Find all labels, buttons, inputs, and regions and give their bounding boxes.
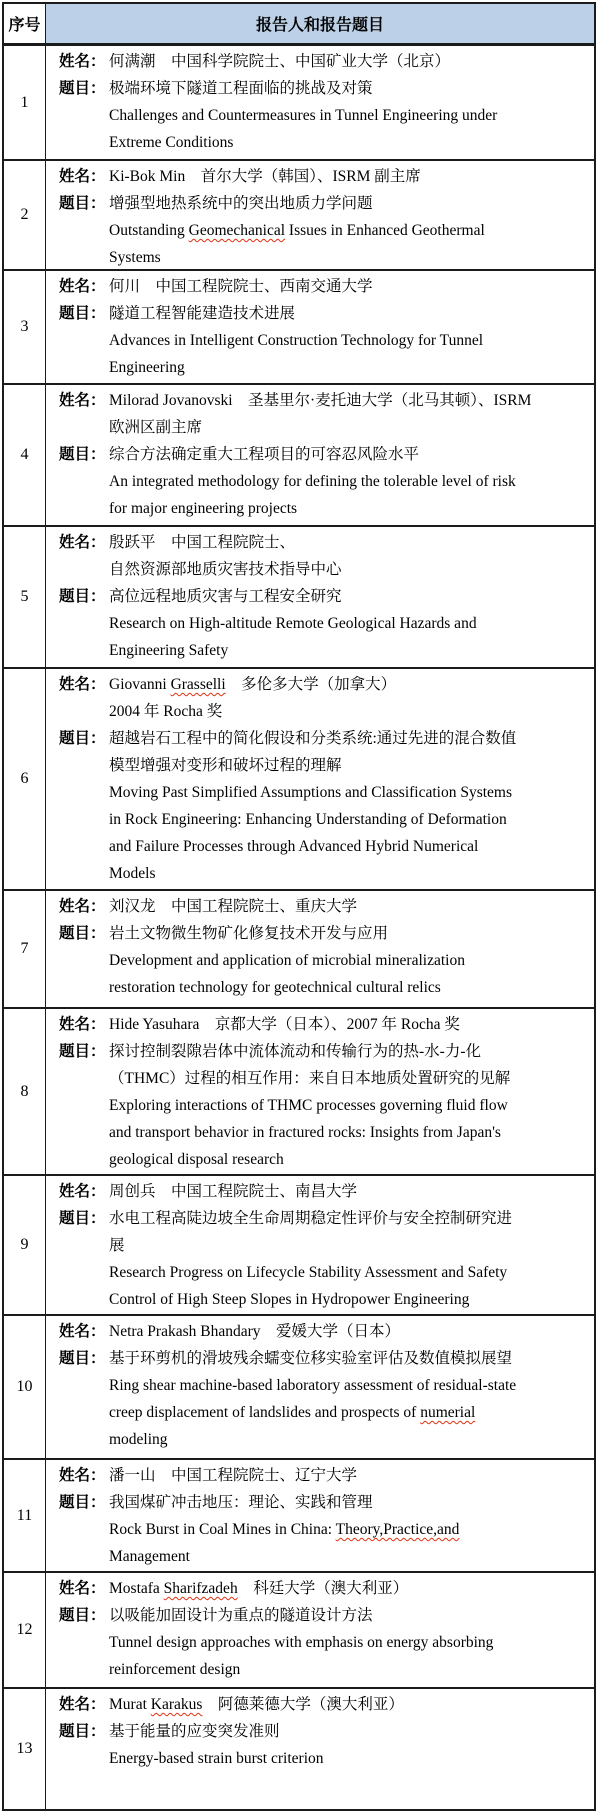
table-row [4,161,594,271]
name-block: 姓名： 殷跃平 中国工程院院士、 自然资源部地质灾害技术指导中心 [59,529,588,583]
row-content [46,271,594,383]
title-block: 题目： 探讨控制裂隙岩体中流体流动和传输行为的热-水-力-化 （THMC）过程的相互作用：来自日本地质处置研究的见解 Exploring interactions of THMC processes governing fluid flow and transport behavior in fractured rocks: Insights from Japan's geological disposal research [59,1038,588,1173]
row-number: 8 [4,1009,46,1174]
speakers-table [2,2,596,1811]
misspelled-word: Geomechanical [188,222,286,239]
header-cell-main: 报告人和报告题目 [46,4,594,43]
row-number: 5 [4,527,46,667]
misspelled-word: Sharifzadeh [163,1580,238,1597]
title-block: 题目： 极端环境下隧道工程面临的挑战及对策 Challenges and Countermeasures in Tunnel Engineering under Extreme Conditions [59,75,588,156]
title-block: 题目： 超越岩石工程中的简化假设和分类系统:通过先进的混合数值 模型增强对变形和破坏过程的理解 Moving Past Simplified Assumptions and Classification Systems in Rock Engineering: Enhancing Understanding of Deformation and Failure Processes through Advanced Hybrid Numerical Models [59,725,588,887]
row-content [46,1573,594,1687]
title-block: 题目： 隧道工程智能建造技术进展 Advances in Intelligent Construction Technology for Tunnel Engineering [59,300,588,381]
table-row [4,271,594,385]
title-block: 题目： 我国煤矿冲击地压：理论、实践和管理 Rock Burst in Coal Mines in China: Theory,Practice,and Management [59,1489,588,1570]
name-label: 姓名： [59,168,106,185]
row-number: 12 [4,1573,46,1687]
row-content [46,527,594,667]
row-content [46,1460,594,1571]
title-block: 题目： 综合方法确定重大工程项目的可容忍风险水平 An integrated methodology for defining the tolerable level of risk for major engineering projects [59,441,588,522]
header-cell-number: 序号 [4,4,46,43]
name-block: 姓名： 潘一山 中国工程院院士、辽宁大学 [59,1462,588,1489]
title-label: 题目： [59,305,106,322]
row-number: 3 [4,271,46,383]
table-row [4,669,594,891]
table-row [4,1689,594,1809]
name-label: 姓名： [59,278,106,295]
row-content [46,669,594,889]
misspelled-word: Grasselli [170,676,226,693]
row-number: 1 [4,46,46,159]
name-label: 姓名： [59,898,106,915]
name-block: 姓名： Netra Prakash Bhandary 爱媛大学（日本） [59,1318,588,1345]
name-label: 姓名： [59,1696,106,1713]
name-label: 姓名： [59,1467,106,1484]
row-number: 2 [4,161,46,269]
name-label: 姓名： [59,534,106,551]
name-label: 姓名： [59,53,106,70]
row-number: 11 [4,1460,46,1571]
title-label: 题目： [59,80,106,97]
title-label: 题目： [59,925,106,942]
name-label: 姓名： [59,1016,106,1033]
row-number: 9 [4,1176,46,1314]
row-number: 13 [4,1689,46,1809]
name-block: 姓名： 何满潮 中国科学院院士、中国矿业大学（北京） [59,48,588,75]
title-block: 题目： 高位远程地质灾害与工程安全研究 Research on High-altitude Remote Geological Hazards and Engineering Safety [59,583,588,664]
row-number: 10 [4,1316,46,1458]
name-block: 姓名： Murat Karakus 阿德莱德大学（澳大利亚） [59,1691,588,1718]
row-number: 7 [4,891,46,1007]
name-block: 姓名： Giovanni Grasselli 多伦多大学（加拿大） 2004 年 Rocha 奖 [59,671,588,725]
title-block: 题目： 以吸能加固设计为重点的隧道设计方法 Tunnel design approaches with emphasis on energy absorbing reinforcement design [59,1602,588,1683]
table-row [4,1573,594,1689]
row-number: 6 [4,669,46,889]
title-block: 题目： 基于能量的应变突发准则 Energy-based strain burst criterion [59,1718,588,1772]
name-block: 姓名： Ki-Bok Min 首尔大学（韩国）、ISRM 副主席 [59,163,588,190]
row-content [46,1316,594,1458]
row-content [46,385,594,525]
misspelled-word: Karakus [150,1696,203,1713]
row-content [46,1009,594,1174]
row-content [46,161,594,269]
table-row [4,1316,594,1460]
row-content [46,46,594,159]
title-block: 题目： 水电工程高陡边坡全生命周期稳定性评价与安全控制研究进 展 Research Progress on Lifecycle Stability Assessment and Safety Control of High Steep Slopes in Hydropower Engineering [59,1205,588,1313]
row-content [46,1176,594,1314]
name-block: 姓名： Hide Yasuhara 京都大学（日本）、2007 年 Rocha 奖 [59,1011,588,1038]
table-row [4,385,594,527]
table-header-row [4,4,594,46]
name-label: 姓名： [59,1183,106,1200]
name-block: 姓名： 周创兵 中国工程院院士、南昌大学 [59,1178,588,1205]
table-row [4,1009,594,1176]
title-label: 题目： [59,1210,106,1227]
title-label: 题目： [59,730,106,747]
name-label: 姓名： [59,392,106,409]
title-label: 题目： [59,446,106,463]
table-row [4,527,594,669]
title-label: 题目： [59,1350,106,1367]
title-block: 题目： 基于环剪机的滑坡残余蠕变位移实验室评估及数值模拟展望 Ring shear machine-based laboratory assessment of residual-state creep displacement of landslides and prospects of numerial modeling [59,1345,588,1453]
row-content [46,891,594,1007]
table-row [4,1176,594,1316]
table-body [4,46,594,1809]
title-label: 题目： [59,1494,106,1511]
row-number: 4 [4,385,46,525]
title-label: 题目： [59,1043,106,1060]
misspelled-word: numerial [420,1404,476,1421]
row-content [46,1689,594,1809]
table-row [4,46,594,161]
name-label: 姓名： [59,676,106,693]
title-label: 题目： [59,195,106,212]
title-label: 题目： [59,588,106,605]
misspelled-word: Theory,Practice,and [335,1521,460,1538]
title-label: 题目： [59,1607,106,1624]
name-label: 姓名： [59,1323,106,1340]
name-block: 姓名： Mostafa Sharifzadeh 科廷大学（澳大利亚） [59,1575,588,1602]
title-block: 题目： 岩土文物微生物矿化修复技术开发与应用 Development and application of microbial mineralization restoration technology for geotechnical cultural relics [59,920,588,1001]
table-row [4,1460,594,1573]
name-block: 姓名： Milorad Jovanovski 圣基里尔·麦托迪大学（北马其顿）、ISRM 欧洲区副主席 [59,387,588,441]
table-row [4,891,594,1009]
title-block: 题目： 增强型地热系统中的突出地质力学问题 Outstanding Geomechanical Issues in Enhanced Geothermal Systems [59,190,588,271]
name-label: 姓名： [59,1580,106,1597]
name-block: 姓名： 刘汉龙 中国工程院院士、重庆大学 [59,893,588,920]
name-block: 姓名： 何川 中国工程院院士、西南交通大学 [59,273,588,300]
title-label: 题目： [59,1723,106,1740]
